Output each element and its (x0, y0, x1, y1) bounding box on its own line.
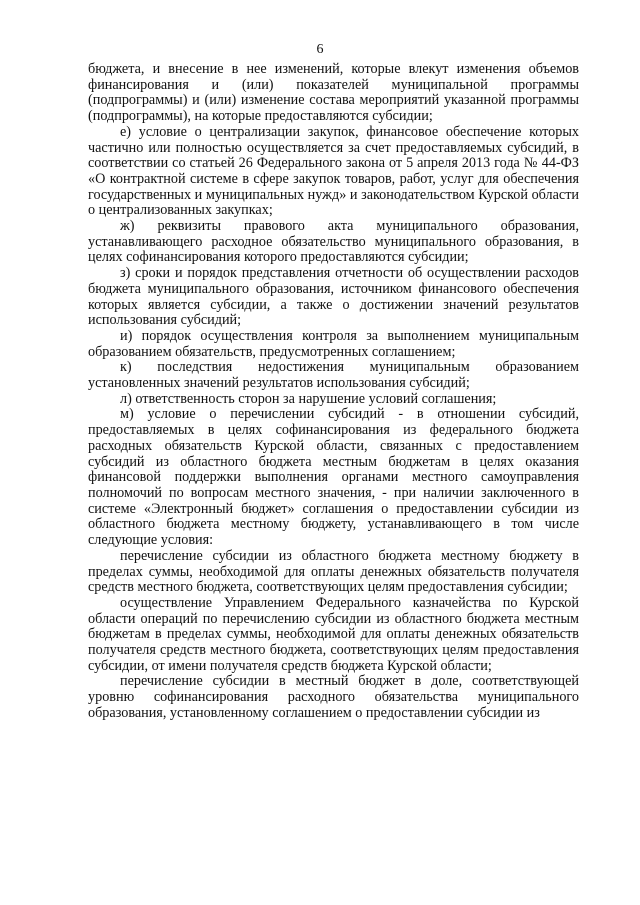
paragraph-item-z: з) сроки и порядок представления отчетности об осуществлении расходов бюджета муниципального образования, источником финансового обеспечения которых является субсидии, а также о достижении значений результатов использования субсидий; (88, 265, 579, 329)
paragraph-budget-continuation: бюджета, и внесение в нее изменений, которые влекут изменения объемов финансирования и (или) показателей муниципальной программы (подпрограммы) и (или) изменение состава мероприятий указанной программы (подпрограммы), на которые предоставляются субсидии; (88, 61, 579, 125)
paragraph-item-i: и) порядок осуществления контроля за выполнением муниципальным образованием обязательств, предусмотренных соглашением; (88, 327, 579, 360)
paragraph-item-zh: ж) реквизиты правового акта муниципального образования, устанавливающего расходное обязательство муниципального образования, в целях софинансирования которого предоставляются субсидии; (88, 218, 579, 266)
page-number: 6 (316, 42, 324, 57)
document-body (88, 62, 579, 722)
paragraph-item-k: к) последствия недостижения муниципальным образованием установленных значений результатов использования субсидий; (88, 359, 579, 392)
paragraph-item-e: е) условие о централизации закупок, финансовое обеспечение которых частично или полностью осуществляется за счет предоставляемых субсидий, в соответствии со статьей 26 Федерального закона от 5 апреля 2013 года № 44-ФЗ «О контрактной системе в сфере закупок товаров, работ, услуг для обеспечения государственных и муниципальных нужд» и законодательством Курской области о централизованных закупках; (88, 123, 579, 219)
paragraph-condition-transfer: перечисление субсидии из областного бюджета местному бюджету в пределах суммы, необходимой для оплаты денежных обязательств получателя средств местного бюджета, соответствующих целям предоставления субсидии; (88, 547, 579, 596)
paragraph-condition-treasury: осуществление Управлением Федерального казначейства по Курской области операций по перечислению субсидии из областного бюджета местным бюджетам в пределах суммы, необходимой для оплаты денежных обязательств получателя средств местного бюджета, соответствующих целям предоставления субсидии, от имени получателя средств бюджета Курской области; (88, 594, 579, 674)
paragraph-condition-share: перечисление субсидии в местный бюджет в доле, соответствующей уровню софинансирования расходного обязательства муниципального образования, установленному соглашением о предоставлении субсидии из (88, 673, 579, 721)
paragraph-item-m: м) условие о перечислении субсидий - в отношении субсидий, предоставляемых в целях софинансирования из федерального бюджета расходных обязательств Курской области, связанных с предоставлением субсидий из областного бюджета местным бюджетам в целях оказания финансовой поддержки выполнения органами местного самоуправления полномочий по вопросам местного значения, - при наличии заключенного в системе «Электронный бюджет» соглашения о предоставлении субсидии из областного бюджета местному бюджету, устанавливающего в том числе следующие условия: (88, 406, 579, 549)
paragraph-item-l: л) ответственность сторон за нарушение условий соглашения; (120, 390, 497, 407)
